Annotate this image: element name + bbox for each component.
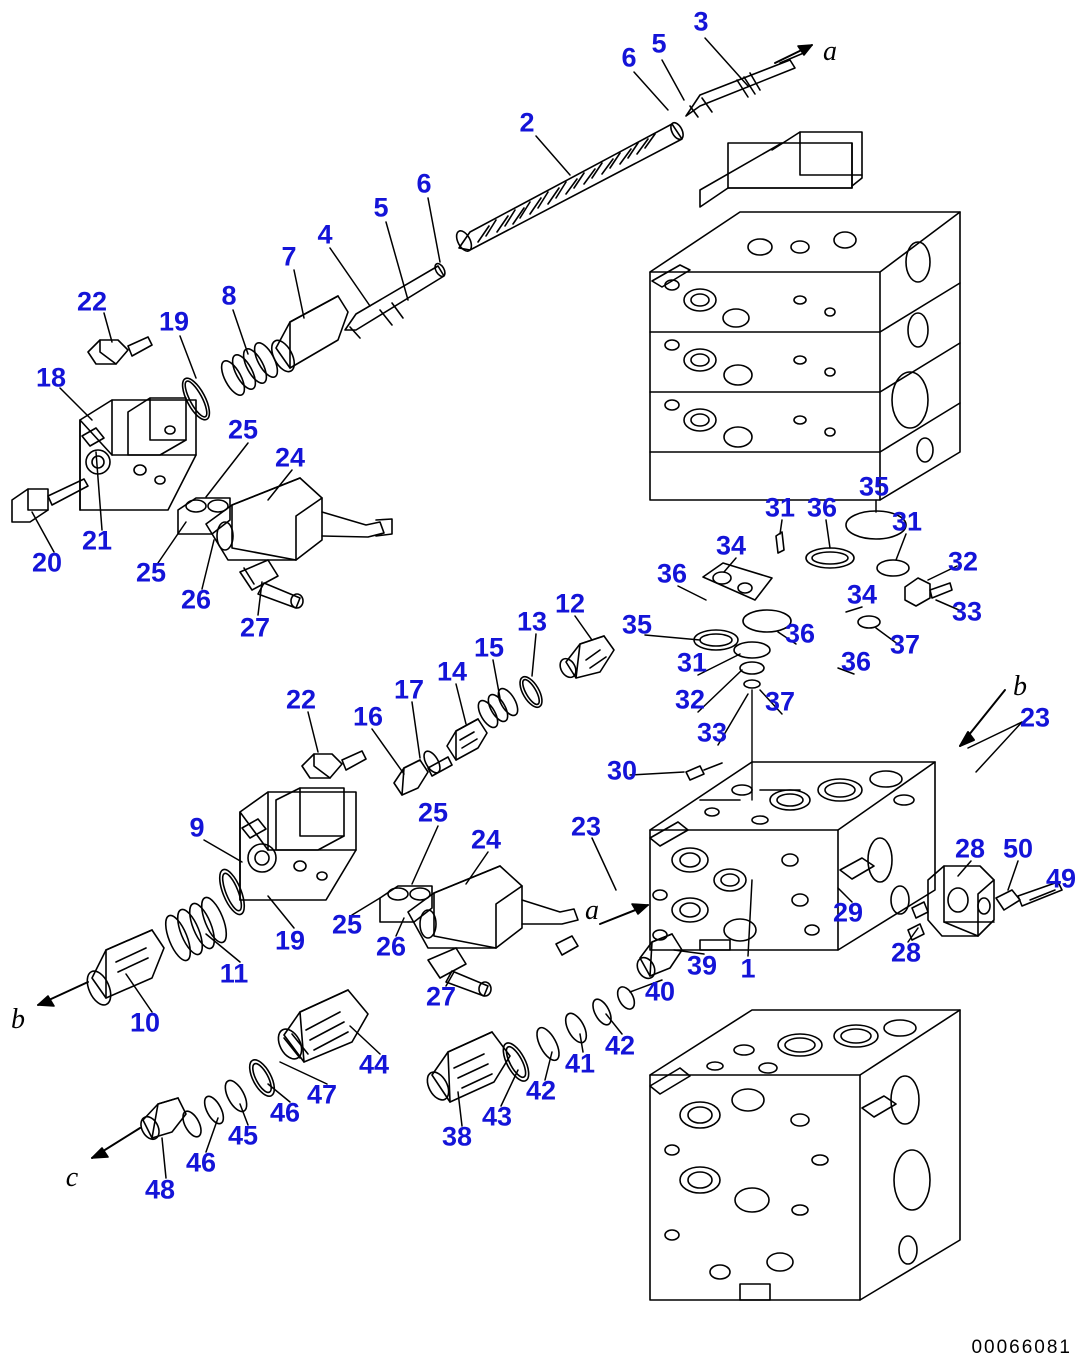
valve-block-upper [650, 132, 960, 500]
part-callout-2: 2 [519, 107, 535, 138]
part-callout-34: 34 [715, 530, 747, 561]
section-ref-b-3: b [11, 1004, 25, 1035]
part-callout-13: 13 [516, 606, 548, 637]
part-callout-7: 7 [281, 241, 297, 272]
drawing-number: 00066081 [971, 1337, 1072, 1358]
part-callout-22: 22 [285, 684, 317, 715]
part-callout-39: 39 [686, 950, 718, 981]
part-callout-19: 19 [274, 925, 306, 956]
part-callout-15: 15 [473, 632, 505, 663]
valve-block-lower [650, 1010, 960, 1300]
part-callout-17: 17 [393, 674, 425, 705]
section-ref-c-4: c [65, 1162, 79, 1193]
part-callout-35: 35 [858, 471, 890, 502]
part-callout-33: 33 [696, 717, 728, 748]
part-callout-41: 41 [564, 1048, 596, 1079]
part-callout-24: 24 [470, 824, 502, 855]
part-callout-31: 31 [676, 647, 708, 678]
part-callout-33: 33 [951, 596, 983, 627]
spool-assembly-upper [12, 42, 812, 608]
part-callout-5: 5 [651, 28, 667, 59]
part-callout-23: 23 [570, 811, 602, 842]
part-callout-36: 36 [656, 558, 688, 589]
part-callout-25: 25 [417, 797, 449, 828]
part-callout-36: 36 [806, 492, 838, 523]
part-callout-37: 37 [889, 629, 921, 660]
part-callout-6: 6 [416, 168, 432, 199]
part-callout-12: 12 [554, 588, 586, 619]
part-callout-26: 26 [180, 584, 212, 615]
part-callout-34: 34 [846, 579, 878, 610]
part-callout-49: 49 [1045, 863, 1077, 894]
part-callout-45: 45 [227, 1120, 259, 1151]
part-callout-40: 40 [644, 976, 676, 1007]
spool-assembly-lower [38, 632, 614, 1012]
part-callout-20: 20 [31, 547, 63, 578]
part-callout-8: 8 [221, 280, 237, 311]
part-callout-32: 32 [947, 546, 979, 577]
part-callout-37: 37 [764, 686, 796, 717]
part-callout-25: 25 [227, 414, 259, 445]
part-callout-1: 1 [740, 953, 756, 984]
part-callout-38: 38 [441, 1121, 473, 1152]
part-callout-11: 11 [219, 958, 249, 989]
part-callout-25: 25 [331, 909, 363, 940]
part-callout-18: 18 [35, 362, 67, 393]
part-callout-31: 31 [764, 492, 796, 523]
part-callout-47: 47 [306, 1079, 338, 1110]
part-callout-26: 26 [375, 931, 407, 962]
part-callout-50: 50 [1002, 833, 1034, 864]
part-callout-42: 42 [525, 1075, 557, 1106]
section-ref-a-0: a [823, 36, 837, 67]
part-callout-35: 35 [621, 609, 653, 640]
part-callout-4: 4 [317, 219, 333, 250]
part-callout-10: 10 [129, 1007, 161, 1038]
part-callout-28: 28 [954, 833, 986, 864]
part-callout-6: 6 [621, 42, 637, 73]
part-callout-27: 27 [425, 981, 457, 1012]
part-callout-46: 46 [185, 1147, 217, 1178]
part-callout-21: 21 [81, 525, 113, 556]
part-callout-44: 44 [358, 1049, 390, 1080]
part-callout-48: 48 [144, 1174, 176, 1205]
part-callout-16: 16 [352, 701, 384, 732]
part-callout-43: 43 [481, 1101, 513, 1132]
part-callout-5: 5 [373, 192, 389, 223]
part-callout-22: 22 [76, 286, 108, 317]
part-callout-24: 24 [274, 442, 306, 473]
valve-block-main [650, 762, 935, 950]
cover-assembly-right [908, 866, 1062, 940]
part-callout-46: 46 [269, 1097, 301, 1128]
part-callout-28: 28 [890, 937, 922, 968]
part-callout-32: 32 [674, 684, 706, 715]
relief-valve-assembly-lower [423, 904, 682, 1106]
part-callout-25: 25 [135, 557, 167, 588]
part-callout-31: 31 [891, 506, 923, 537]
part-callout-36: 36 [784, 618, 816, 649]
part-callout-23: 23 [1019, 702, 1051, 733]
section-ref-a-1: a [585, 895, 599, 926]
part-callout-9: 9 [189, 812, 205, 843]
part-callout-42: 42 [604, 1030, 636, 1061]
part-callout-19: 19 [158, 306, 190, 337]
section-ref-b-2: b [1013, 671, 1027, 702]
part-callout-27: 27 [239, 612, 271, 643]
part-callout-3: 3 [693, 6, 709, 37]
part-callout-14: 14 [436, 656, 468, 687]
part-callout-30: 30 [606, 755, 638, 786]
part-callout-36: 36 [840, 646, 872, 677]
part-callout-29: 29 [832, 897, 864, 928]
